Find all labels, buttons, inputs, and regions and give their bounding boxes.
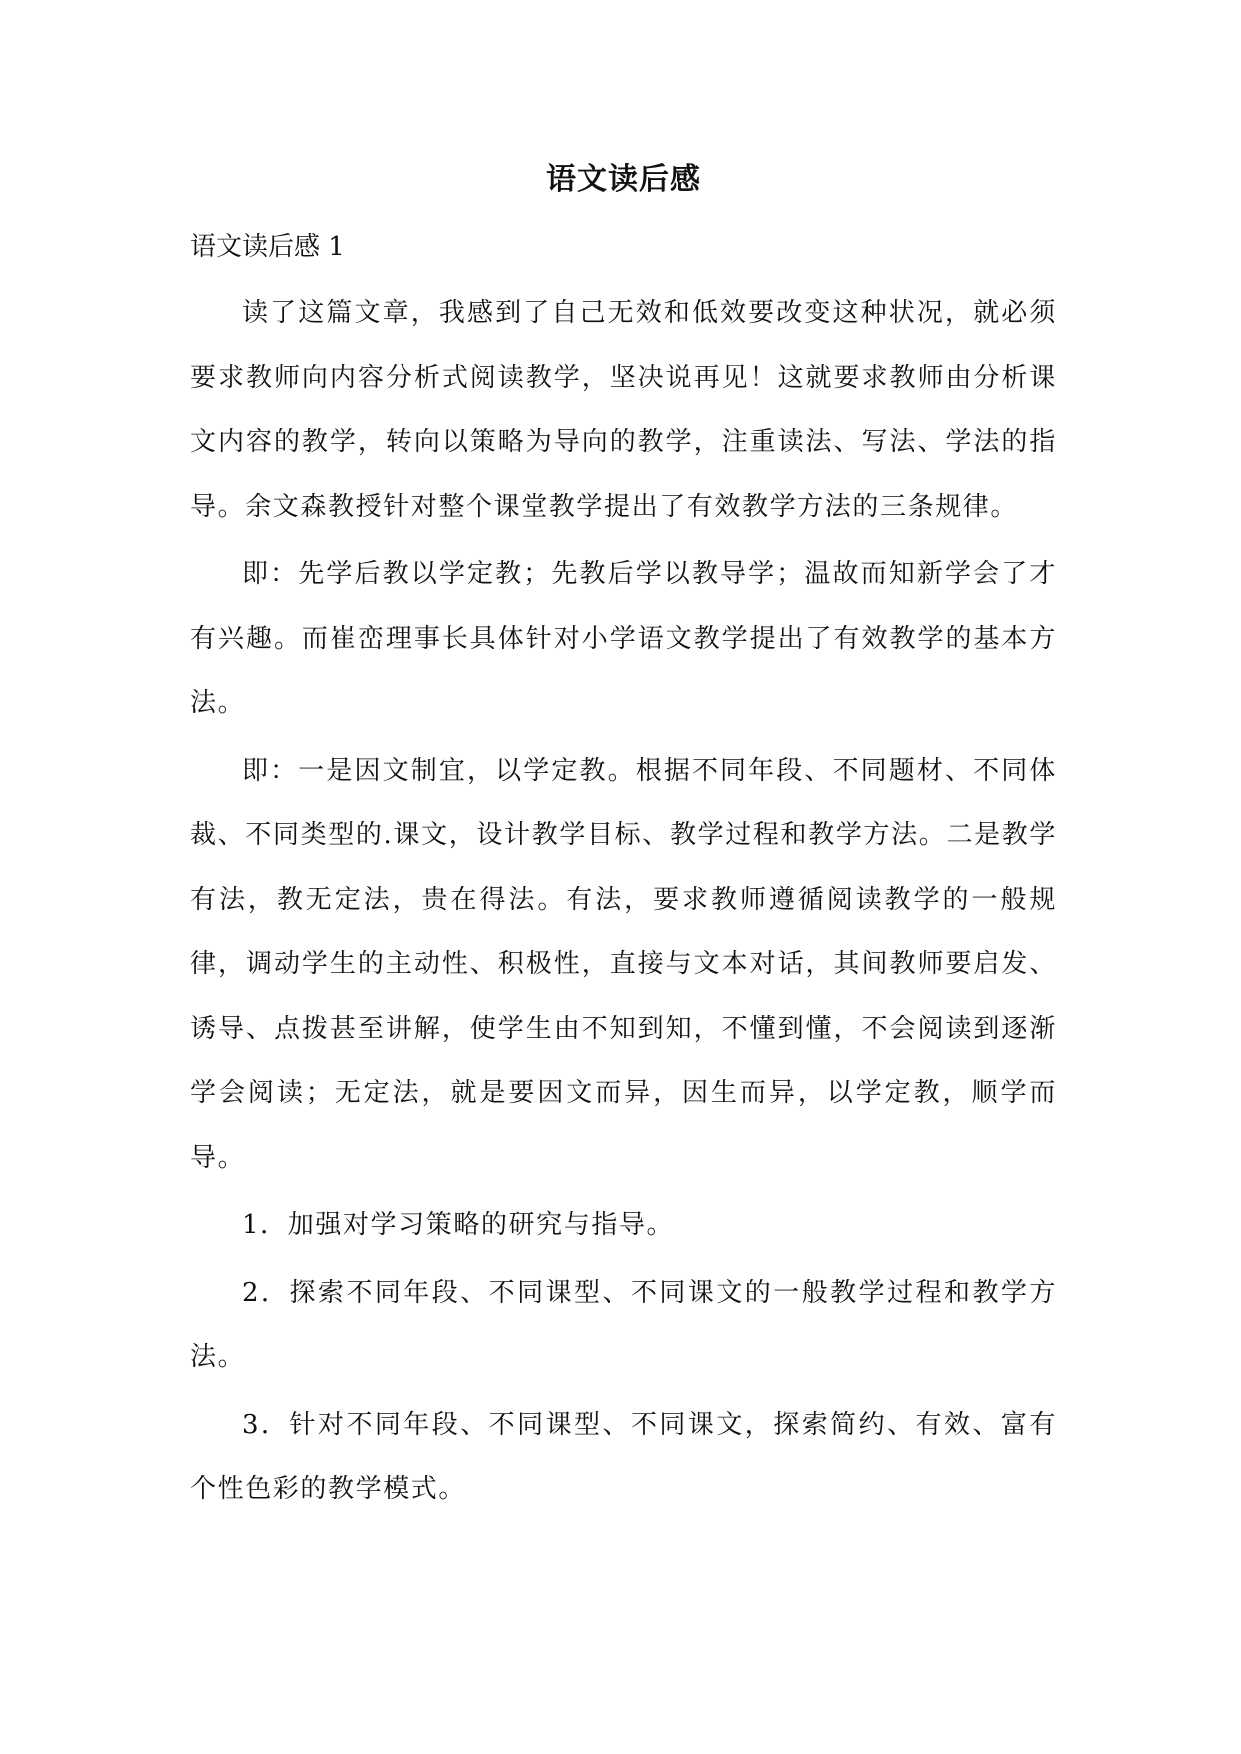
list-item-3: 3．针对不同年段、不同课型、不同课文，探索简约、有效、富有个性色彩的教学模式。	[190, 1409, 1057, 1504]
paragraph-1: 读了这篇文章，我感到了自己无效和低效要改变这种状况，就必须要求教师向内容分析式阅读教学，坚决说再见！这就要求教师由分析课文内容的教学，转向以策略为导向的教学，注重读法、写法、学法的指导。余文森教授针对整个课堂教学提出了有效教学方法的三条规律。	[190, 298, 1057, 522]
document-page	[190, 150, 1057, 1525]
list-item-1: 1．加强对学习策略的研究与指导。	[242, 1210, 675, 1240]
list-item-2: 2．探索不同年段、不同课型、不同课文的一般教学过程和教学方法。	[190, 1277, 1057, 1372]
paragraph-2: 即：先学后教以学定教；先教后学以教导学；温故而知新学会了才有兴趣。而崔峦理事长具体针对小学语文教学提出了有效教学的基本方法。	[190, 559, 1057, 718]
document-title: 语文读后感	[546, 162, 701, 197]
section-heading: 语文读后感 1	[190, 232, 345, 262]
paragraph-3: 即：一是因文制宜，以学定教。根据不同年段、不同题材、不同体裁、不同类型的.课文，设计教学目标、教学过程和教学方法。二是教学有法，教无定法，贵在得法。有法，要求教师遵循阅读教学的一般规律，调动学生的主动性、积极性，直接与文本对话，其间教师要启发、诱导、点拨甚至讲解，使学生由不知到知，不懂到懂，不会阅读到逐渐学会阅读；无定法，就是要因文而异，因生而异，以学定教，顺学而导。	[190, 755, 1057, 1173]
